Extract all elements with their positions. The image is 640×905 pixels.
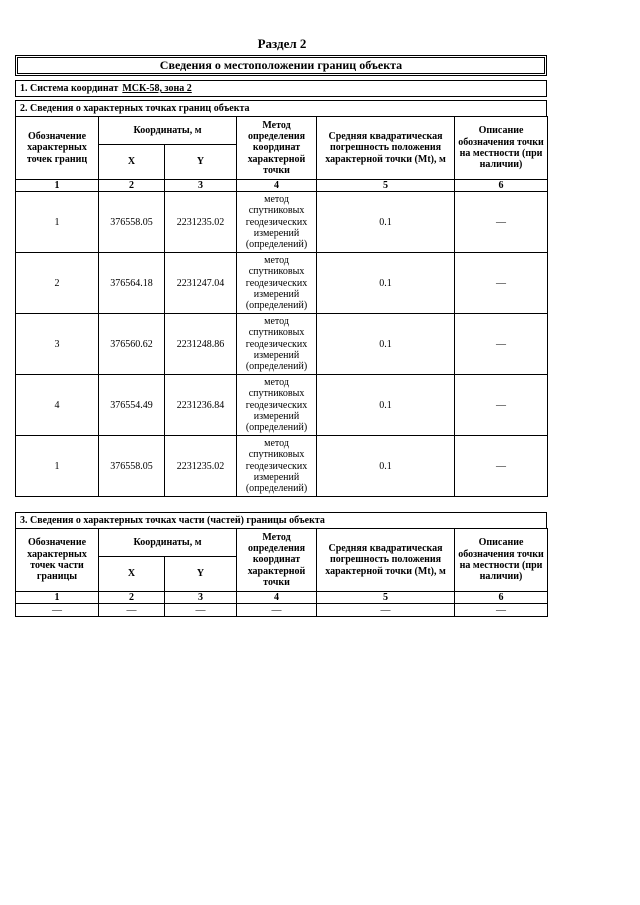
description-cell: — bbox=[455, 314, 548, 375]
col-number: 2 bbox=[99, 180, 165, 192]
part3-section bbox=[15, 512, 547, 617]
table-row bbox=[16, 253, 548, 314]
dash-cell: — bbox=[237, 604, 317, 617]
header-description: Описание обозначения точки на местности (при наличии) bbox=[455, 117, 548, 180]
point-cell: 1 bbox=[16, 436, 99, 497]
dash-cell: — bbox=[317, 604, 455, 617]
col-number: 2 bbox=[99, 592, 165, 604]
col-number: 4 bbox=[237, 180, 317, 192]
dash-cell: — bbox=[455, 604, 548, 617]
main-title: Сведения о местоположении границ объекта bbox=[15, 55, 547, 76]
x-cell: 376558.05 bbox=[99, 192, 165, 253]
header-error: Средняя квадратическая погрешность положения характерной точки (Mt), м bbox=[317, 117, 455, 180]
header-method: Метод определения координат характерной точки bbox=[237, 117, 317, 180]
col-number: 4 bbox=[237, 592, 317, 604]
header-coordinates: Координаты, м bbox=[99, 117, 237, 145]
description-cell: — bbox=[455, 375, 548, 436]
col-number: 1 bbox=[16, 592, 99, 604]
y-cell: 2231247.04 bbox=[165, 253, 237, 314]
x-cell: 376560.62 bbox=[99, 314, 165, 375]
header-y: Y bbox=[165, 145, 237, 180]
part3-title: 3. Сведения о характерных точках части (частей) границы объекта bbox=[15, 512, 547, 528]
coordinate-system-bar bbox=[15, 80, 547, 97]
col-number: 6 bbox=[455, 592, 548, 604]
header-x: X bbox=[99, 557, 165, 592]
description-cell: — bbox=[455, 436, 548, 497]
method-cell: метод спутниковых геодезических измерений (определений) bbox=[237, 375, 317, 436]
method-cell: метод спутниковых геодезических измерений (определений) bbox=[237, 436, 317, 497]
header-y: Y bbox=[165, 557, 237, 592]
section-label: Раздел 2 bbox=[257, 36, 307, 51]
header-description: Описание обозначения точки на местности (при наличии) bbox=[455, 529, 548, 592]
col-number: 5 bbox=[317, 180, 455, 192]
error-cell: 0.1 bbox=[317, 436, 455, 497]
y-cell: 2231235.02 bbox=[165, 192, 237, 253]
table-row bbox=[16, 375, 548, 436]
method-cell: метод спутниковых геодезических измерений (определений) bbox=[237, 192, 317, 253]
error-cell: 0.1 bbox=[317, 192, 455, 253]
header-x: X bbox=[99, 145, 165, 180]
table-row bbox=[16, 436, 548, 497]
header-point-designation: Обозначение характерных точек части границы bbox=[16, 529, 99, 592]
error-cell: 0.1 bbox=[317, 314, 455, 375]
description-cell: — bbox=[455, 192, 548, 253]
y-cell: 2231248.86 bbox=[165, 314, 237, 375]
error-cell: 0.1 bbox=[317, 375, 455, 436]
y-cell: 2231235.02 bbox=[165, 436, 237, 497]
point-cell: 4 bbox=[16, 375, 99, 436]
y-cell: 2231236.84 bbox=[165, 375, 237, 436]
table-row bbox=[16, 314, 548, 375]
coordinate-system-value: МСК-58, зона 2 bbox=[122, 83, 192, 94]
col-number: 6 bbox=[455, 180, 548, 192]
dash-cell: — bbox=[16, 604, 99, 617]
point-cell: 3 bbox=[16, 314, 99, 375]
point-cell: 2 bbox=[16, 253, 99, 314]
header-coordinates: Координаты, м bbox=[99, 529, 237, 557]
method-cell: метод спутниковых геодезических измерений (определений) bbox=[237, 253, 317, 314]
dash-cell: — bbox=[99, 604, 165, 617]
col-number: 3 bbox=[165, 180, 237, 192]
coordinate-system-label: 1. Система координат bbox=[20, 83, 119, 94]
header-error: Средняя квадратическая погрешность положения характерной точки (Mt), м bbox=[317, 529, 455, 592]
col-number: 5 bbox=[317, 592, 455, 604]
description-cell: — bbox=[455, 253, 548, 314]
header-point-designation: Обозначение характерных точек границ bbox=[16, 117, 99, 180]
point-cell: 1 bbox=[16, 192, 99, 253]
header-method: Метод определения координат характерной точки bbox=[237, 529, 317, 592]
table-row bbox=[16, 192, 548, 253]
col-number: 3 bbox=[165, 592, 237, 604]
method-cell: метод спутниковых геодезических измерений (определений) bbox=[237, 314, 317, 375]
col-number: 1 bbox=[16, 180, 99, 192]
x-cell: 376554.49 bbox=[99, 375, 165, 436]
table-row bbox=[16, 604, 548, 617]
part3-table bbox=[15, 528, 548, 617]
x-cell: 376564.18 bbox=[99, 253, 165, 314]
part2-section bbox=[15, 100, 547, 497]
x-cell: 376558.05 bbox=[99, 436, 165, 497]
error-cell: 0.1 bbox=[317, 253, 455, 314]
part2-table bbox=[15, 116, 548, 497]
part2-title: 2. Сведения о характерных точках границ объекта bbox=[15, 100, 547, 116]
dash-cell: — bbox=[165, 604, 237, 617]
